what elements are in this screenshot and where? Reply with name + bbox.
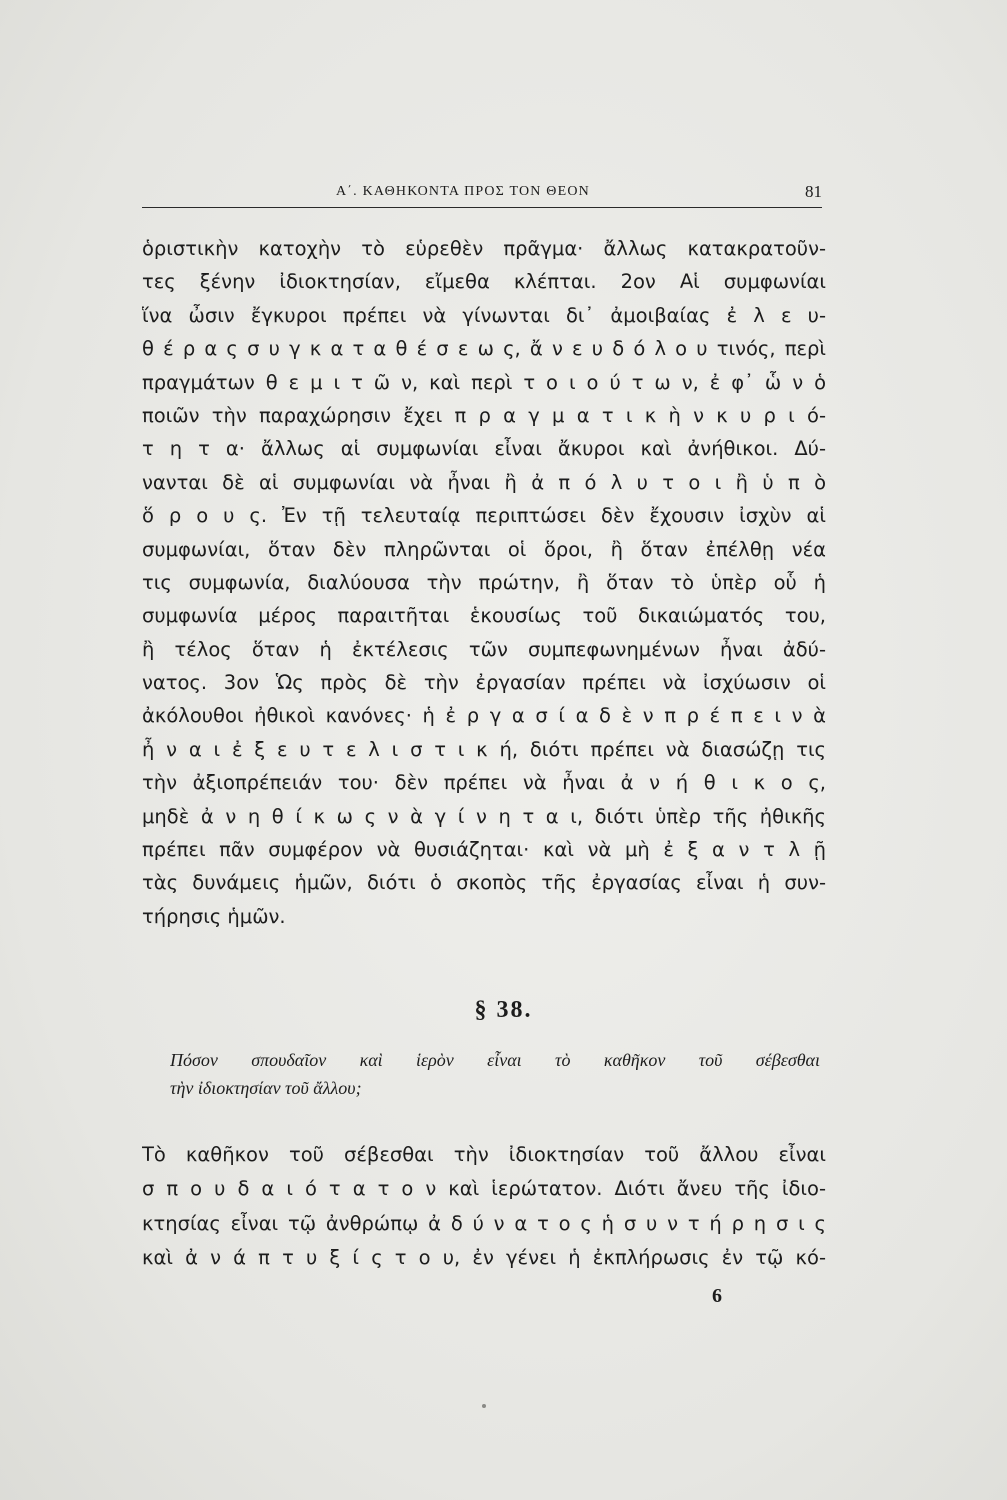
text-line: συμφωνίαι, ὅταν δὲν πληρῶνται οἱ ὅροι, ἢ ὅταν ἐπέλθῃ νέα xyxy=(142,537,826,561)
signature-mark: 6 xyxy=(712,1285,722,1307)
main-paragraph xyxy=(142,232,826,933)
text-line: ὁριστικὴν κατοχὴν τὸ εὑρεθὲν πρᾶγμα· ἄλλως κατακρατοῦν- xyxy=(142,237,826,260)
ink-speck xyxy=(482,1404,486,1408)
text-line: κτησίας εἶναι τῷ ἀνθρώπῳ ἀ δ ύ ν α τ ο ς ἡ σ υ ν τ ή ρ η σ ι ς xyxy=(142,1211,826,1235)
text-line: πρέπει πᾶν συμφέρον νὰ θυσιάζηται· καὶ νὰ μὴ ἐ ξ α ν τ λ ῇ xyxy=(142,838,826,862)
header-rule xyxy=(142,207,822,208)
text-line: Τὸ καθῆκον τοῦ σέβεσθαι τὴν ἰδιοκτησίαν τοῦ ἄλλου εἶναι xyxy=(142,1143,826,1166)
text-line: τις συμφωνία, διαλύουσα τὴν πρώτην, ἢ ὅταν τὸ ὑπὲρ οὗ ἡ xyxy=(142,570,826,594)
text-line: τήρησις ἡμῶν. xyxy=(142,904,286,928)
text-line: τὰς δυνάμεις ἡμῶν, διότι ὁ σκοπὸς τῆς ἐργασίας εἶναι ἡ συν- xyxy=(142,871,826,895)
question-line: τὴν ἰδιοκτησίαν τοῦ ἄλλου; xyxy=(170,1078,362,1098)
answer-paragraph xyxy=(142,1138,826,1276)
section-question xyxy=(170,1046,820,1102)
text-line: τες ξένην ἰδιοκτησίαν, εἴμεθα κλέπται. 2ον Αἱ συμφωνίαι xyxy=(142,270,826,294)
text-line: πραγμάτων θ ε μ ι τ ῶ ν, καὶ περὶ τ ο ι ο ύ τ ω ν, ἐ φ᾽ ὧ ν ὁ xyxy=(142,370,826,394)
text-line: θ έ ρ α ς σ υ γ κ α τ α θ έ σ ε ω ς, ἄ ν ε υ δ ό λ ο υ τινός, περὶ xyxy=(142,337,826,361)
text-line: τ η τ α· ἄλλως αἱ συμφωνίαι εἶναι ἄκυροι καὶ ἀνήθικοι. Δύ- xyxy=(142,437,826,461)
text-line: ἀκόλουθοι ἠθικοὶ κανόνες· ἡ ἐ ρ γ α σ ί α δ ὲ ν π ρ έ π ε ι ν ὰ xyxy=(142,704,826,728)
text-line: νατος. 3ον Ὡς πρὸς δὲ τὴν ἐργασίαν πρέπει νὰ ἰσχύωσιν οἱ xyxy=(142,671,826,695)
chapter-title: Α΄. ΚΑΘΗΚΟΝΤΑ ΠΡΟΣ ΤΟΝ ΘΕΟΝ xyxy=(336,184,590,199)
text-line: σ π ο υ δ α ι ό τ α τ ο ν καὶ ἱερώτατον. Διότι ἄνευ τῆς ἰδιο- xyxy=(142,1177,826,1201)
text-line: μηδὲ ἀ ν η θ ί κ ω ς ν ὰ γ ί ν η τ α ι, διότι ὑπὲρ τῆς ἠθικῆς xyxy=(142,804,826,828)
text-line: ἵνα ὦσιν ἔγκυροι πρέπει νὰ γίνωνται δι᾽ ἀμοιβαίας ἐ λ ε υ- xyxy=(142,303,826,327)
text-line: ποιῶν τὴν παραχώρησιν ἔχει π ρ α γ μ α τ ι κ ὴ ν κ υ ρ ι ό- xyxy=(142,403,826,427)
text-line: ἦ ν α ι ἐ ξ ε υ τ ε λ ι σ τ ι κ ή, διότι πρέπει νὰ διασώζῃ τις xyxy=(142,737,826,761)
page-number: 81 xyxy=(805,182,822,201)
text-line: τὴν ἀξιοπρέπειάν του· δὲν πρέπει νὰ ἦναι ἀ ν ή θ ι κ ο ς, xyxy=(142,771,826,795)
text-line: συμφωνία μέρος παραιτῆται ἑκουσίως τοῦ δικαιώματός του, xyxy=(142,604,826,628)
text-line: ἢ τέλος ὅταν ἡ ἐκτέλεσις τῶν συμπεφωνημένων ἦναι ἀδύ- xyxy=(142,637,826,661)
text-line: καὶ ἀ ν ά π τ υ ξ ί ς τ ο υ, ἐν γένει ἡ ἐκπλήρωσις ἐν τῷ κό- xyxy=(142,1246,826,1270)
text-line: ὅ ρ ο υ ς. Ἐν τῇ τελευταίᾳ περιπτώσει δὲν ἔχουσιν ἰσχὺν αἱ xyxy=(142,504,826,528)
text-line: νανται δὲ αἱ συμφωνίαι νὰ ἦναι ἢ ἀ π ό λ υ τ ο ι ἢ ὑ π ὸ xyxy=(142,470,826,494)
running-head xyxy=(142,184,822,208)
section-heading: § 38. xyxy=(474,997,533,1023)
question-line: Πόσον σπουδαῖον καὶ ἱερὸν εἶναι τὸ καθῆκον τοῦ σέβεσθαι xyxy=(170,1050,820,1070)
